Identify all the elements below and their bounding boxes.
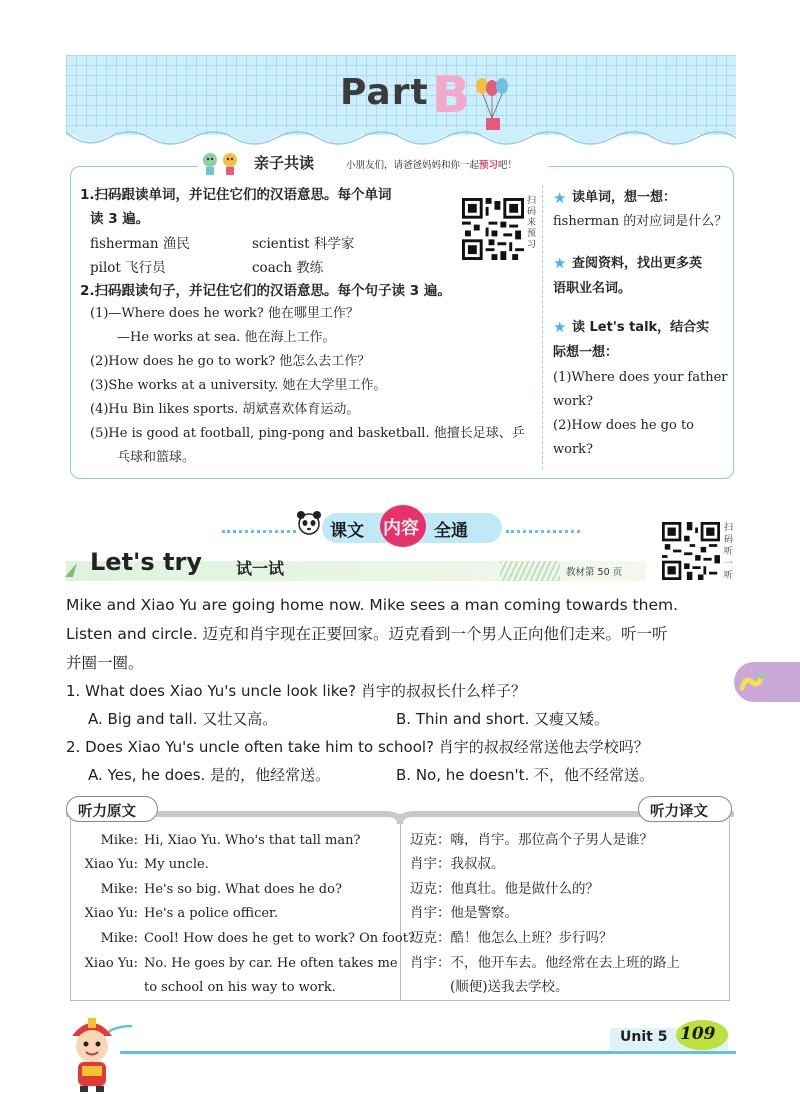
word-item: pilot 飞行员 bbox=[90, 260, 166, 276]
tip-line: work? bbox=[553, 442, 594, 457]
panda-icon bbox=[296, 510, 322, 536]
preview-subtitle bbox=[346, 157, 517, 171]
preview-title: 亲子共读 bbox=[254, 154, 315, 172]
speaker-label: Mike: bbox=[100, 833, 138, 848]
word-item: scientist 科学家 bbox=[252, 236, 355, 252]
qr-code-icon[interactable] bbox=[662, 522, 720, 580]
step1-line2: 读 3 遍。 bbox=[90, 211, 150, 227]
tip-line: 语职业名词。 bbox=[553, 281, 632, 296]
banner-dots-left bbox=[222, 530, 296, 533]
translation-line: 迈克：嗨，肖宇。那位高个子男人是谁？ bbox=[410, 832, 653, 848]
script-line: My uncle. bbox=[144, 857, 209, 872]
intro-line: Listen and circle. 迈克和肖宇现在正要回家。迈克看到一个男人正向他们走来。听一听 bbox=[66, 625, 668, 643]
sentence-item: (3)She works at a university. 她在大学里工作。 bbox=[90, 378, 387, 393]
speaker-label: Xiao Yu: bbox=[84, 906, 138, 921]
translation-line: 肖宇：我叔叔。 bbox=[410, 856, 505, 872]
tip-line: 读单词，想一想： bbox=[572, 190, 677, 205]
translation-line: 肖宇：他是警察。 bbox=[410, 905, 518, 921]
listening-tag-left-label: 听力原文 bbox=[78, 804, 136, 820]
sentence-item: (4)Hu Bin likes sports. 胡斌喜欢体育运动。 bbox=[90, 402, 360, 417]
listening-divider bbox=[400, 814, 401, 1001]
tip-line: 查阅资料，找出更多英 bbox=[572, 256, 703, 271]
mascot-icon bbox=[62, 1014, 122, 1094]
tip-line: 际想一想： bbox=[553, 345, 619, 360]
step2-line: 2.扫码跟读句子，并记住它们的汉语意思。每个句子读 3 遍。 bbox=[80, 283, 451, 299]
step1-line1: 1.扫码跟读单词，并记住它们的汉语意思。每个单词 bbox=[80, 187, 392, 203]
option-2a[interactable]: A. Yes, he does. 是的，他经常送。 bbox=[88, 766, 331, 784]
qr-label: 扫码听一听 bbox=[724, 523, 734, 581]
kids-icon bbox=[198, 150, 248, 176]
preview-divider bbox=[542, 185, 543, 469]
footer-unit-label: Unit 5 bbox=[620, 1029, 668, 1045]
sentence-item: —He works at sea. 他在海上工作。 bbox=[117, 330, 336, 345]
textbook-page-ref: 教材第 50 页 bbox=[566, 567, 623, 578]
tip-line: fisherman 的对应词是什么？ bbox=[553, 214, 728, 229]
script-line: Hi, Xiao Yu. Who's that tall man? bbox=[144, 833, 361, 848]
speaker-label: Mike: bbox=[100, 931, 138, 946]
listening-top-border bbox=[66, 798, 734, 826]
translation-line: 肖宇：不，他开车去。他经常在去上班的路上 bbox=[410, 955, 680, 971]
sentence-item: (2)How does he go to work? 他怎么去工作？ bbox=[90, 354, 371, 369]
listening-tag-right-label: 听力译文 bbox=[650, 804, 708, 820]
translation-line: (顺便)送我去学校。 bbox=[450, 979, 569, 995]
translation-line: 迈克：酷！他怎么上班？步行吗？ bbox=[410, 930, 613, 946]
footer-line bbox=[120, 1051, 736, 1054]
script-line: to school on his way to work. bbox=[144, 980, 336, 995]
sentence-item: (1)—Where does he work? 他在哪里工作？ bbox=[90, 306, 359, 321]
intro-line: 并圈一圈。 bbox=[66, 654, 144, 672]
script-line: Cool! How does he get to work? On foot? bbox=[144, 931, 415, 946]
banner-dots-right bbox=[506, 530, 580, 533]
qr-label: 扫码来预习 bbox=[527, 196, 537, 250]
question-1: 1. What does Xiao Yu's uncle look like? 肖宇的叔叔长什么样子？ bbox=[66, 682, 526, 700]
page-number: 109 bbox=[680, 1024, 716, 1044]
preview-subtitle-end: 吧！ bbox=[498, 160, 518, 171]
option-2b[interactable]: B. No, he doesn't. 不，他不经常送。 bbox=[396, 766, 655, 784]
part-title: Part bbox=[340, 72, 429, 113]
tip-line: (2)How does he go to bbox=[553, 418, 695, 433]
tip-line: (1)Where does your father bbox=[553, 370, 728, 385]
tip-line: work? bbox=[553, 394, 594, 409]
leaf-icon bbox=[64, 562, 78, 578]
script-line: No. He goes by car. He often takes me bbox=[144, 956, 398, 971]
word-item: coach 教练 bbox=[252, 260, 324, 276]
balloons-icon bbox=[474, 74, 510, 130]
script-line: He's so big. What does he do? bbox=[144, 882, 342, 897]
star-icon: ★ bbox=[553, 254, 567, 272]
snake-icon bbox=[738, 668, 766, 696]
translation-line: 迈克：他真壮。他是做什么的？ bbox=[410, 881, 599, 897]
speaker-label: Xiao Yu: bbox=[84, 956, 138, 971]
question-2: 2. Does Xiao Yu's uncle often take him to school? 肖宇的叔叔经常送他去学校吗？ bbox=[66, 738, 649, 756]
try-stripe-decoration bbox=[500, 561, 560, 581]
star-icon: ★ bbox=[553, 189, 567, 207]
sentence-item: 乓球和篮球。 bbox=[117, 450, 196, 465]
word-item: fisherman 渔民 bbox=[90, 236, 190, 252]
option-1b[interactable]: B. Thin and short. 又瘦又矮。 bbox=[396, 710, 610, 728]
intro-line: Mike and Xiao Yu are going home now. Mike sees a man coming towards them. bbox=[66, 596, 679, 614]
preview-subtitle-highlight: 预习 bbox=[479, 160, 499, 171]
try-subtitle: 试一试 bbox=[236, 559, 285, 578]
star-icon: ★ bbox=[553, 318, 567, 336]
try-title: Let's try bbox=[90, 548, 202, 576]
banner-text-1: 课文 bbox=[330, 521, 364, 541]
sentence-item: (5)He is good at football, ping-pong and basketball. 他擅长足球、乒 bbox=[90, 426, 525, 441]
option-1a[interactable]: A. Big and tall. 又壮又高。 bbox=[88, 710, 278, 728]
part-letter: B bbox=[432, 66, 471, 124]
speaker-label: Mike: bbox=[100, 882, 138, 897]
header-wave-decoration bbox=[66, 128, 736, 150]
tip-line: 读 Let's talk，结合实 bbox=[572, 320, 710, 335]
speaker-label: Xiao Yu: bbox=[84, 857, 138, 872]
qr-code-icon[interactable] bbox=[462, 198, 524, 260]
banner-text-2: 内容 bbox=[383, 518, 419, 539]
banner-text-3: 全通 bbox=[434, 521, 468, 541]
preview-subtitle-text: 小朋友们，请爸爸妈妈和你一起 bbox=[346, 160, 480, 171]
script-line: He's a police officer. bbox=[144, 906, 278, 921]
